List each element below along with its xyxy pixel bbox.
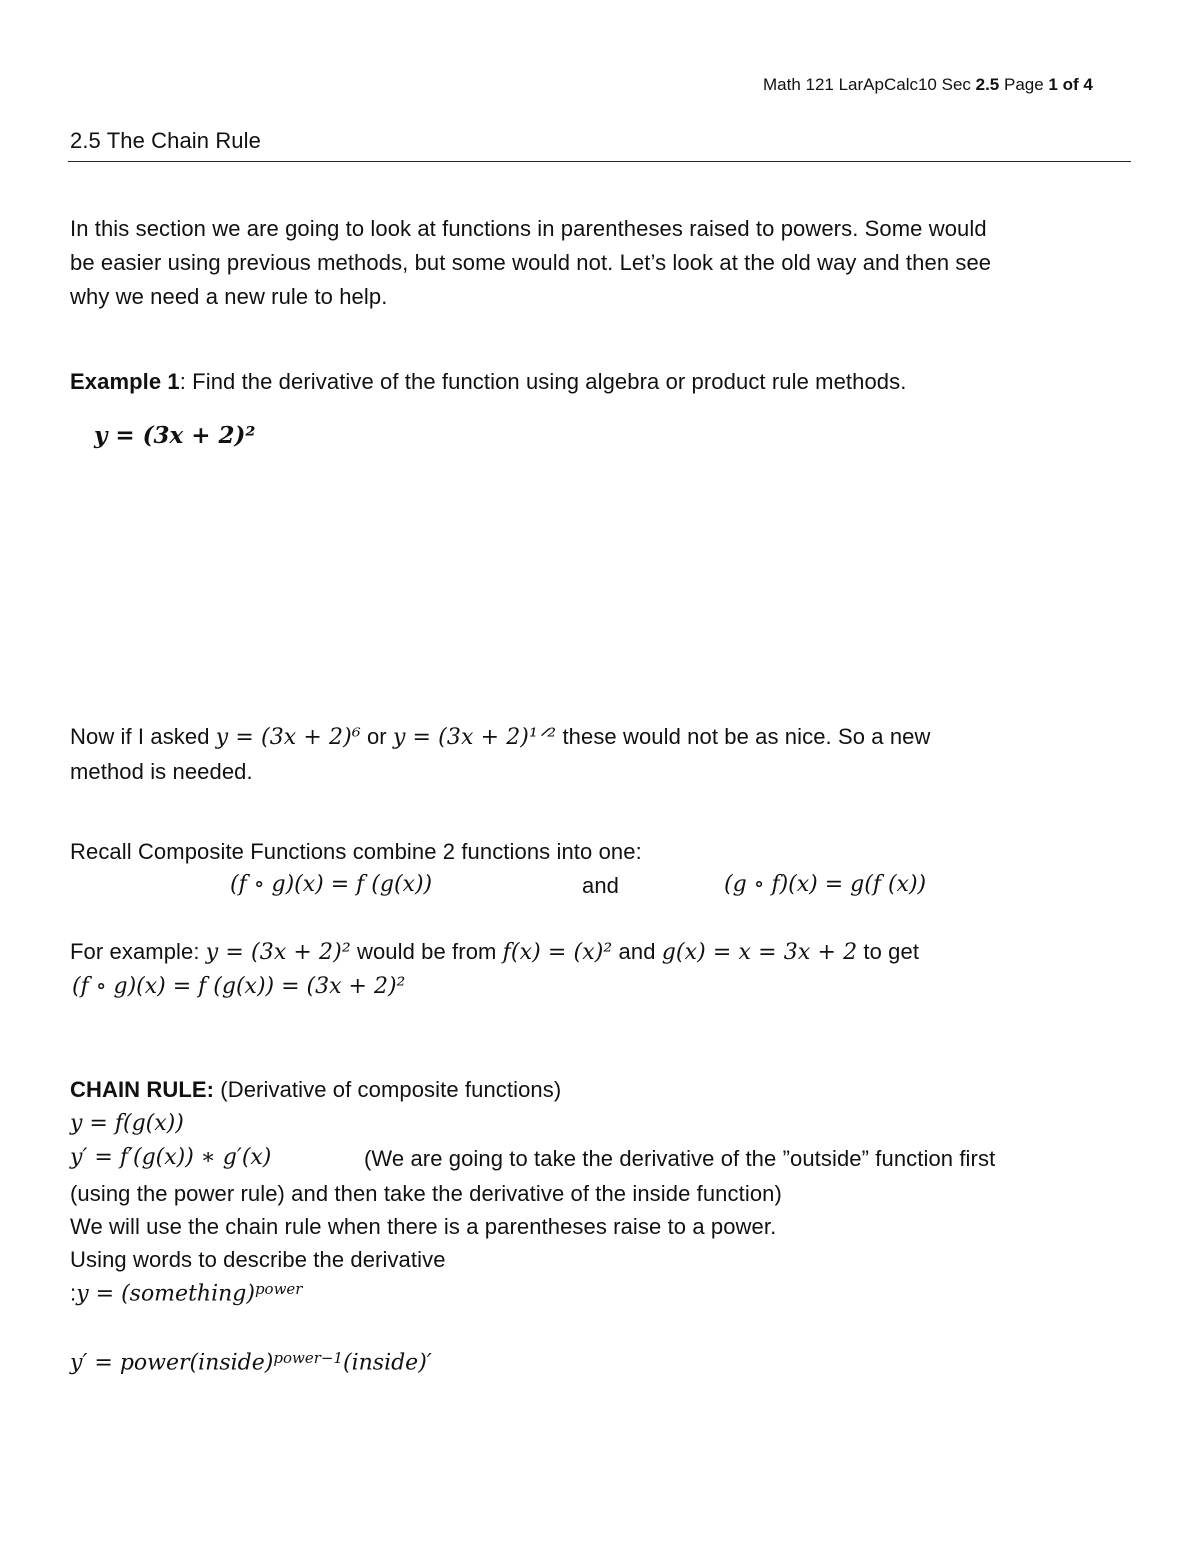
header-page-label: Page [999,75,1049,94]
chain-rule-eq-1: y = f(g(x)) [70,1111,184,1136]
now-line-2: method is needed. [70,759,253,784]
example-1-label: Example 1 [70,369,180,394]
recall-text: Recall Composite Functions combine 2 functions into one: [70,839,642,864]
chain-rule-line-4: Using words to describe the derivative [70,1247,446,1272]
header-page-total: 4 [1083,75,1093,94]
chain-rule-note-1: (We are going to take the derivative of the ”outside” function first [364,1146,996,1171]
chain-rule-desc: (Derivative of composite functions) [214,1077,562,1102]
words-eq-base: y = (something) [76,1281,255,1307]
now-text-1: Now if I asked [70,724,216,749]
page-title: 2.5 The Chain Rule [70,128,261,153]
words-derivative-base: y′ = power(inside) [70,1350,274,1376]
for-example-text-3: and [612,939,662,964]
title-divider [68,161,1131,162]
example-1-prompt [70,369,906,395]
chain-rule-label: CHAIN RULE: [70,1077,215,1102]
for-example-eq-2: f(x) = (x)² [502,940,613,965]
composite-f-of-g: (f ∘ g)(x) = f (g(x)) [230,872,433,897]
for-example-eq-3: g(x) = x = 3x + 2 [661,940,858,965]
now-equation-2: y = (3x + 2)¹ᐟ² [392,725,557,750]
now-line-1 [70,724,931,750]
chain-rule-heading [70,1077,561,1103]
header-section: 2.5 [975,75,1000,94]
example-1-equation: y = (3x + 2)² [94,422,256,449]
chain-rule-words-derivative [70,1349,432,1375]
intro-line-2: be easier using previous methods, but some would not. Let’s look at the old way and then see [70,250,992,275]
words-derivative-tail: (inside)′ [342,1350,432,1376]
for-example-line-1 [70,939,919,965]
for-example-text-2: would be from [350,939,503,964]
chain-rule-words-eq [70,1280,302,1306]
for-example-text-4: to get [857,939,920,964]
page-header [763,75,1093,95]
chain-rule-eq-2: y′ = f′(g(x)) ∗ g′(x) [70,1145,272,1170]
intro-line-3: why we need a new rule to help. [70,284,388,309]
now-equation-1: y = (3x + 2)⁶ [215,725,361,750]
chain-rule-line-3: We will use the chain rule when there is a parentheses raise to a power. [70,1214,777,1239]
for-example-text-1: For example: [70,939,206,964]
for-example-composite: (f ∘ g)(x) = f (g(x)) = (3x + 2)² [72,974,406,999]
for-example-eq-1: y = (3x + 2)² [205,940,351,965]
words-derivative-exponent: power−1 [273,1349,343,1367]
words-eq-prefix: : [70,1280,77,1306]
header-page-number: 1 [1048,75,1058,94]
recall-and: and [582,873,620,898]
now-text-2: or [360,724,393,749]
words-eq-exponent: power [254,1280,303,1298]
header-of: of [1057,75,1084,94]
intro-line-1: In this section we are going to look at functions in parentheses raised to powers. Some would [70,216,987,241]
example-1-text: : Find the derivative of the function using algebra or product rule methods. [179,369,907,394]
now-text-3: these would not be as nice. So a new [556,724,931,749]
composite-g-of-f: (g ∘ f)(x) = g(f (x)) [724,872,927,897]
header-prefix: Math 121 LarApCalc10 Sec [763,75,976,94]
chain-rule-note-2: (using the power rule) and then take the derivative of the inside function) [70,1181,782,1206]
